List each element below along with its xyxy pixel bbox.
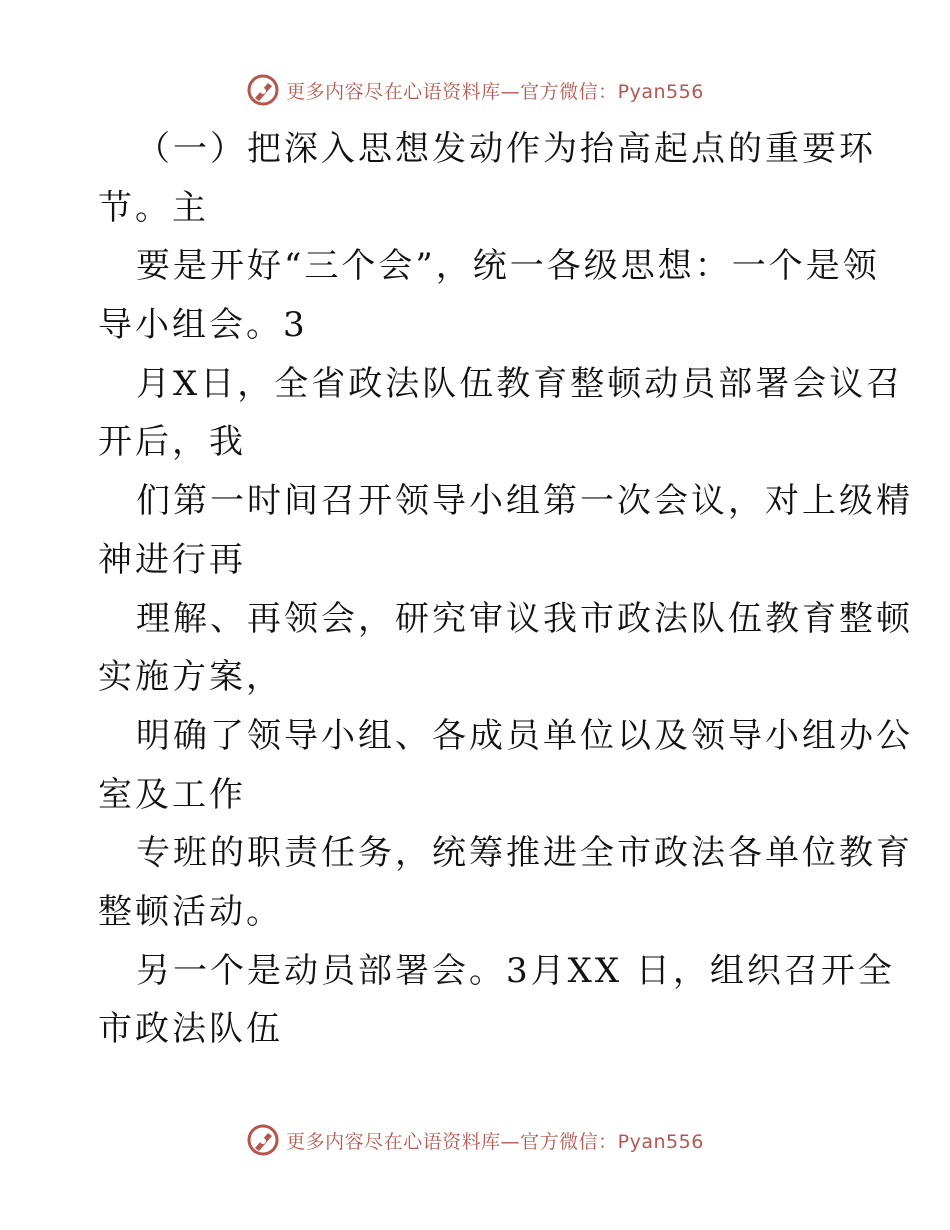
text-line: 明确了领导小组、各成员单位以及领导小组办公: [136, 715, 913, 756]
pen-logo-icon: [246, 73, 280, 107]
text-line: 月X日，全省政法队伍教育整顿动员部署会议召: [136, 363, 904, 404]
text-line: 专班的职责任务，统筹推进全市政法各单位教育: [136, 833, 913, 874]
text-line: 们第一时间召开领导小组第一次会议，对上级精: [136, 481, 913, 522]
text-line: 市政法队伍: [98, 1009, 283, 1050]
text-line: 整顿活动。: [98, 891, 283, 932]
footer-watermark: [0, 1120, 950, 1160]
text-line: 另一个是动员部署会。3月XX 日，组织召开全: [136, 950, 895, 991]
text-line: 神进行再: [98, 539, 246, 580]
header-watermark: [0, 70, 950, 110]
pen-logo-icon: [246, 1123, 280, 1157]
text-line: 实施方案，: [98, 657, 283, 698]
text-line: 开后，我: [98, 422, 246, 463]
document-body: [98, 120, 913, 1059]
text-line: 导小组会。3: [98, 305, 308, 346]
watermark-text: 更多内容尽在心语资料库—官方微信：Pyan556: [286, 80, 704, 103]
watermark-text: 更多内容尽在心语资料库—官方微信：Pyan556: [286, 1130, 704, 1153]
text-line: 室及工作: [98, 774, 246, 815]
text-line: （一）把深入思想发动作为抬高起点的重要环: [136, 129, 876, 169]
text-line: 节。主: [98, 187, 209, 228]
text-line: 理解、再领会，研究审议我市政法队伍教育整顿: [136, 598, 913, 639]
text-line: 要是开好“三个会”，统一各级思想：一个是领: [136, 246, 880, 287]
